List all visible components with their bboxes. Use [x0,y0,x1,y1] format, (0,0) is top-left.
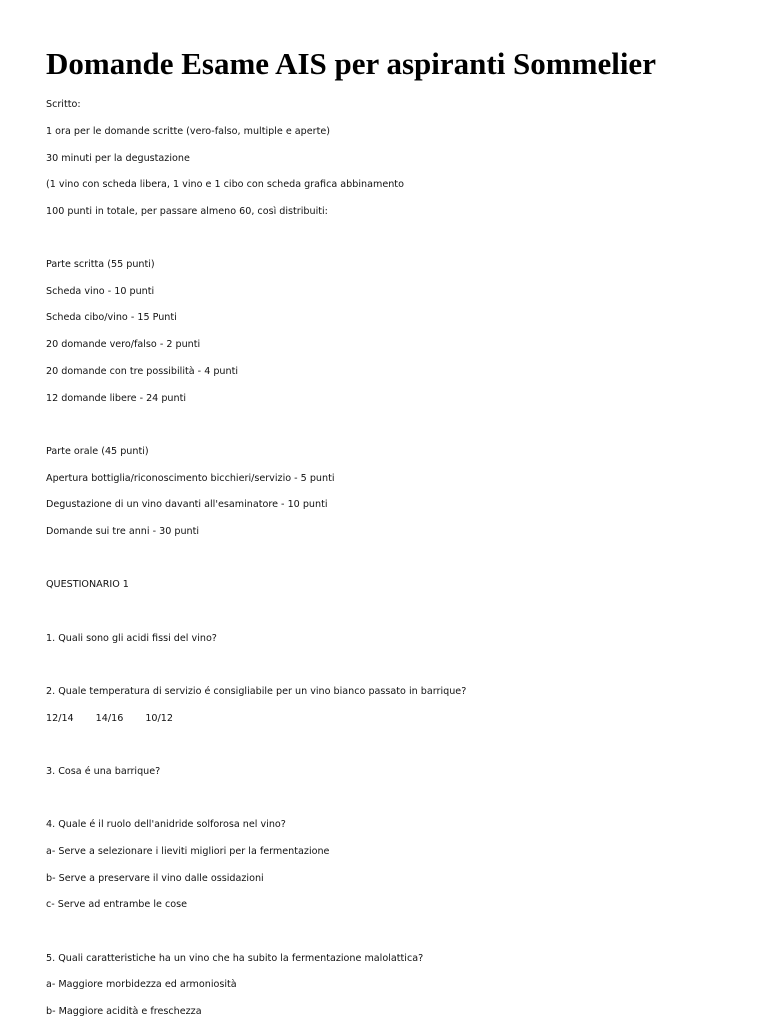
oral-part-heading: Parte orale (45 punti) [46,446,149,457]
question-3: 3. Cosa é una barrique? [46,766,161,777]
question-2: 2. Quale temperatura di servizio é consigliabile per un vino bianco passato in barrique? [46,686,467,697]
question-4: 4. Quale é il ruolo dell'anidride solforosa nel vino? [46,819,286,830]
document-title: Domande Esame AIS per aspiranti Sommelier [46,46,656,81]
written-time: 1 ora per le domande scritte (vero-falso, multiple e aperte) [46,126,331,137]
tasting-detail: (1 vino con scheda libera, 1 vino e 1 cibo con scheda grafica abbinamento [46,179,404,190]
written-part-heading: Parte scritta (55 punti) [46,259,155,270]
question-2-option: 12/14 [46,713,74,724]
question-2-options [46,712,173,726]
written-part-item: 12 domande libere - 24 punti [46,393,187,404]
question-5-answer: a- Maggiore morbidezza ed armoniosità [46,979,237,990]
question-5-answer: b- Maggiore acidità e freschezza [46,1006,202,1017]
tasting-time: 30 minuti per la degustazione [46,153,190,164]
oral-part-item: Domande sui tre anni - 30 punti [46,526,200,537]
written-part-item: Scheda cibo/vino - 15 Punti [46,312,177,323]
oral-part-item: Degustazione di un vino davanti all'esaminatore - 10 punti [46,499,328,510]
written-part-item: 20 domande con tre possibilità - 4 punti [46,366,239,377]
question-4-answer: c- Serve ad entrambe le cose [46,899,187,910]
written-part-item: 20 domande vero/falso - 2 punti [46,339,201,350]
oral-part-item: Apertura bottiglia/riconoscimento bicchieri/servizio - 5 punti [46,473,335,484]
question-4-answer: b- Serve a preservare il vino dalle ossidazioni [46,873,264,884]
question-1: 1. Quali sono gli acidi fissi del vino? [46,633,217,644]
questionnaire-heading: QUESTIONARIO 1 [46,579,129,590]
question-2-option: 14/16 [95,713,124,724]
written-label: Scritto: [46,99,81,110]
question-4-answer: a- Serve a selezionare i lieviti migliori per la fermentazione [46,846,330,857]
scoring-summary: 100 punti in totale, per passare almeno 60, così distribuiti: [46,206,328,217]
question-2-option: 10/12 [145,713,173,724]
question-5: 5. Quali caratteristiche ha un vino che ha subito la fermentazione malolattica? [46,953,424,964]
written-part-item: Scheda vino - 10 punti [46,286,155,297]
